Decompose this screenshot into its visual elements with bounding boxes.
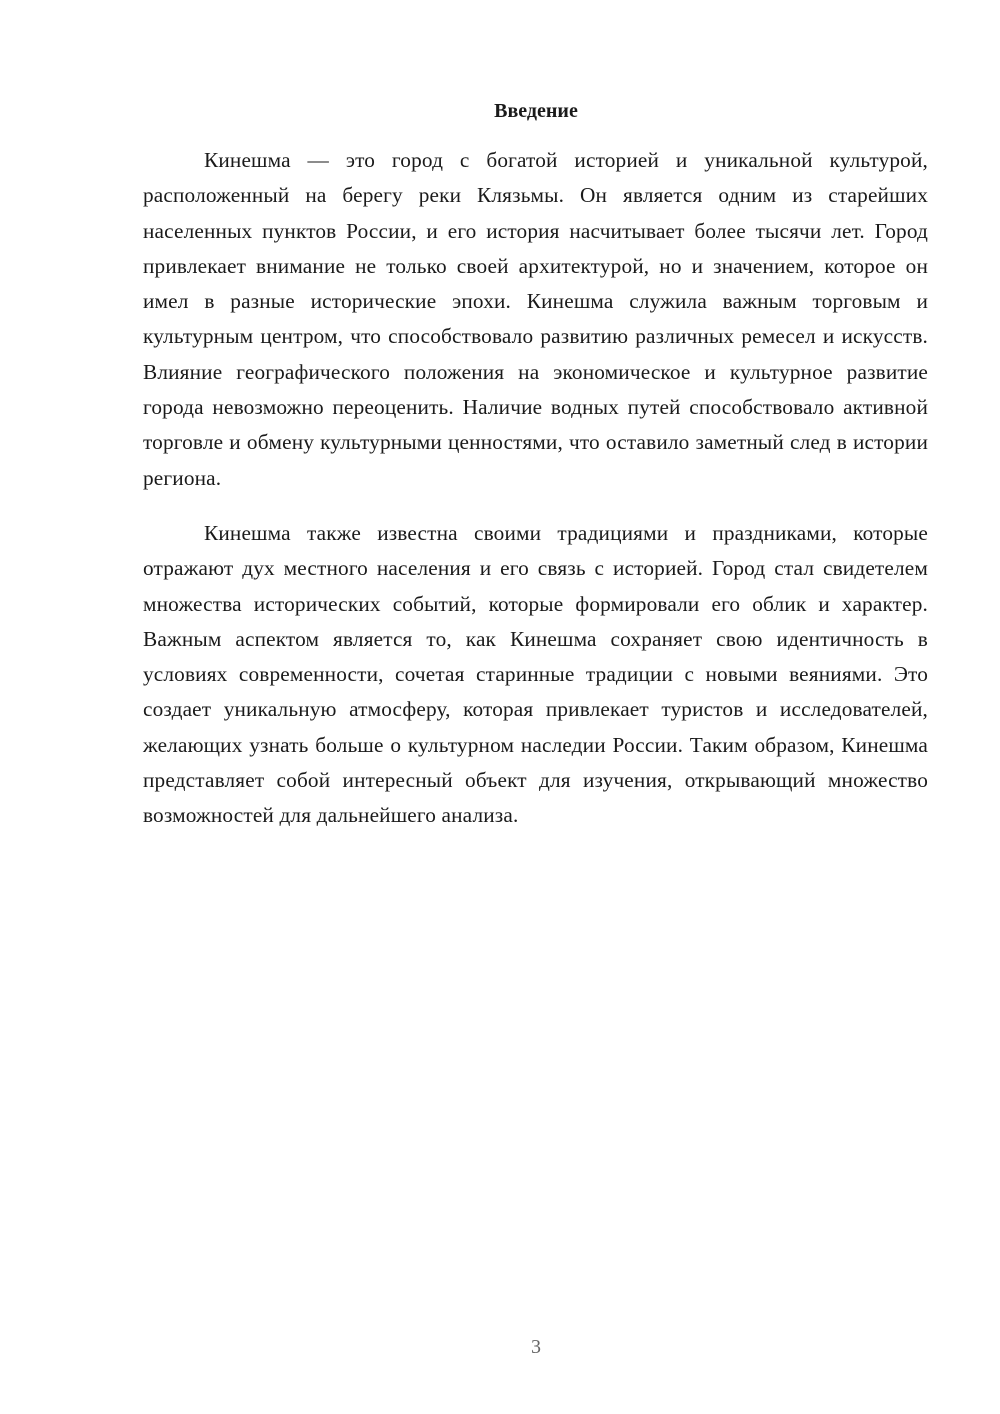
- paragraph-2: Кинешма также известна своими традициями и праздниками, которые отражают дух местного населения и его связь с историей. Город стал свидетелем множества исторических событий, которые формировали его облик и характер. Важным аспектом является то, как Кинешма сохраняет свою идентичность в условиях современности, сочетая старинные традиции с новыми веяниями. Это создает уникальную атмосферу, которая привлекает туристов и исследователей, желающих узнать больше о культурном наследии России. Таким образом, Кинешма представляет собой интересный объект для изучения, открывающий множество возможностей для дальнейшего анализа.: [143, 520, 928, 828]
- section-heading: Введение: [494, 100, 578, 122]
- paragraph-1: Кинешма — это город с богатой историей и уникальной культурой, расположенный на берегу реки Клязьмы. Он является одним из старейших населенных пунктов России, и его история насчитывает более тысячи лет. Город привлекает внимание не только своей архитектурой, но и значением, которое он имел в разные исторические эпохи. Кинешма служила важным торговым и культурным центром, что способствовало развитию различных ремесел и искусств. Влияние географического положения на экономическое и культурное развитие города невозможно переоценить. Наличие водных путей способствовало активной торговле и обмену культурными ценностями, что оставило заметный след в истории региона.: [143, 148, 928, 490]
- body-text: [143, 143, 928, 834]
- page-number: 3: [531, 1336, 541, 1358]
